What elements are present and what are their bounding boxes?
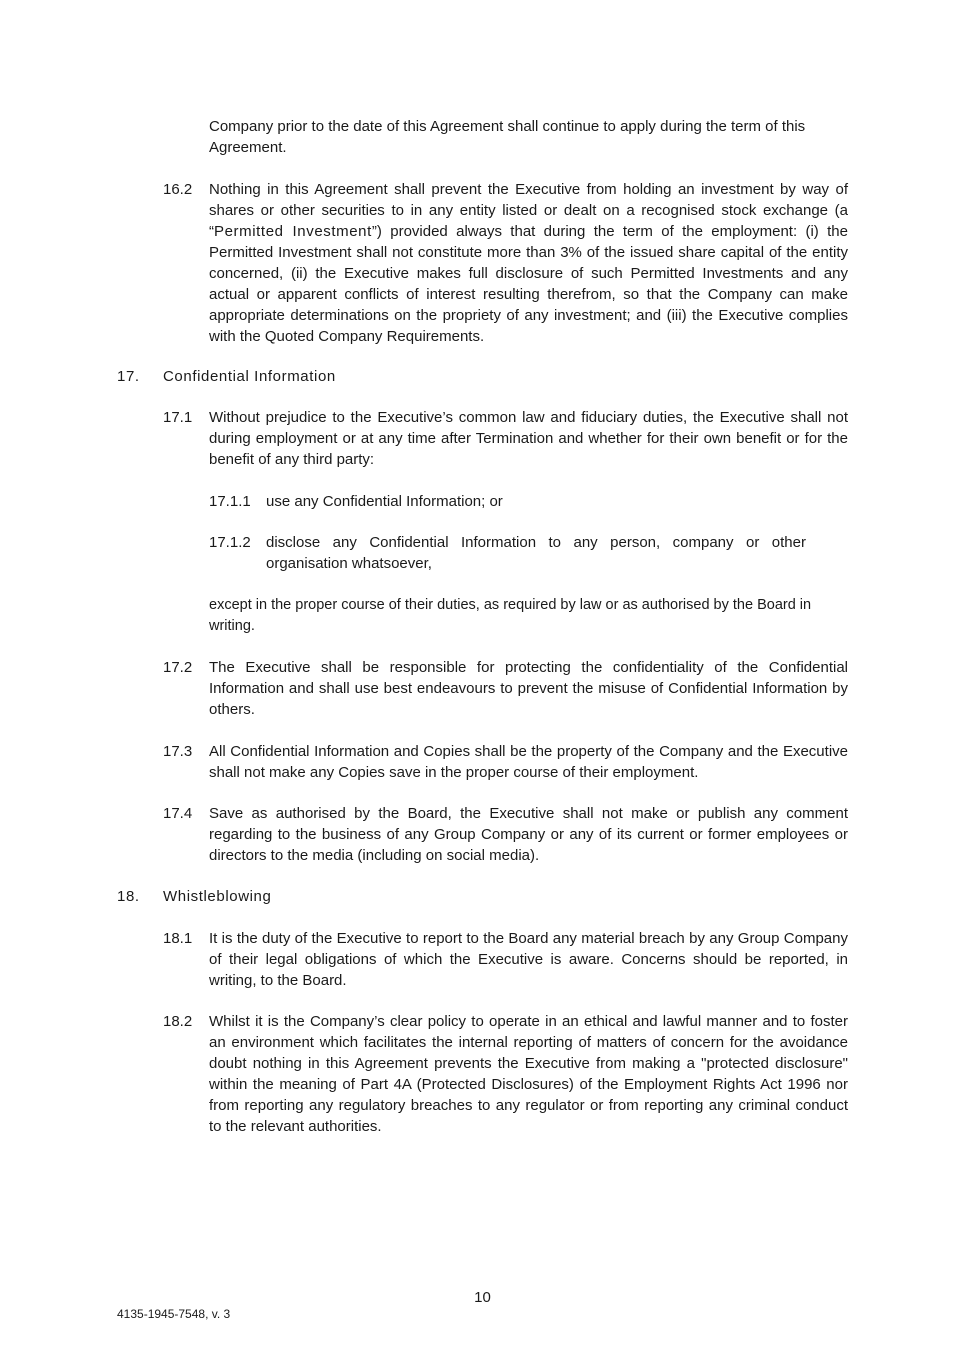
clause-number-17-3: 17.3 — [163, 743, 193, 760]
clause-number-17-1: 17.1 — [163, 409, 193, 426]
clause-16-2-text-after: ”) provided always that during the term of the employment: (i) the Permitted Investment shall not constitute more than 3% of the issued share capital of the entity concerned, (ii) the Executive makes full disclosure of such Permitted Investments and any actual or apparent conflicts of interest resulting therefrom, so that the Company can make appropriate determinations on the propriety of any investment; and (iii) the Executive complies with the Quoted Company Requirements. — [209, 223, 848, 345]
clause-17-1-2-text: disclose any Confidential Information to any person, company or other organisation whatsoever, — [266, 534, 806, 572]
clause-17-3-text: All Confidential Information and Copies shall be the property of the Company and the Executive shall not make any Copies save in the proper course of their employment. — [209, 743, 848, 781]
clause-number-16-2: 16.2 — [163, 181, 193, 198]
clause-number-18-1: 18.1 — [163, 930, 193, 947]
page-number: 10 — [474, 1289, 491, 1306]
section-title-confidential-information: Confidential Information — [163, 368, 336, 385]
clause-number-17-4: 17.4 — [163, 805, 193, 822]
clause-18-1-text: It is the duty of the Executive to report to the Board any material breach by any Group Company of their legal obligations of which the Executive is aware. Concerns should be reported, in writing, to the Board. — [209, 930, 848, 989]
section-number-17: 17. — [117, 368, 140, 385]
document-id: 4135-1945-7548, v. 3 — [117, 1307, 231, 1321]
section-title-whistleblowing: Whistleblowing — [163, 888, 272, 905]
clause-number-17-2: 17.2 — [163, 659, 193, 676]
clause-17-1-text: Without prejudice to the Executive’s common law and fiduciary duties, the Executive shall not during employment or at any time after Termination and whether for their own benefit or for the benefit of any third party: — [209, 409, 848, 468]
section-number-18: 18. — [117, 888, 140, 905]
defined-term-permitted-investment: Permitted Investment — [214, 223, 372, 240]
clause-17-1-1-text: use any Confidential Information; or — [266, 493, 503, 510]
clause-18-2-text: Whilst it is the Company’s clear policy to operate in an ethical and lawful manner and to foster an environment which facilitates the internal reporting of matters of concern for the avoidance doubt nothing in this Agreement prevents the Executive from making a "protected disclosure" within the meaning of Part 4A (Protected Disclosures) of the Employment Rights Act 1996 nor from reporting any regulatory breaches to any regulator or from reporting any criminal conduct to the relevant authorities. — [209, 1013, 848, 1135]
except-paragraph: except in the proper course of their duties, as required by law or as authorised by the Board in writing. — [209, 597, 812, 634]
clause-17-2-text: The Executive shall be responsible for protecting the confidentiality of the Confidential Information and shall use best endeavours to prevent the misuse of Confidential Information by others. — [209, 659, 848, 718]
clause-16-2-text — [209, 179, 848, 347]
clause-number-17-1-1: 17.1.1 — [209, 493, 251, 510]
clause-number-18-2: 18.2 — [163, 1013, 193, 1030]
clause-number-17-1-2: 17.1.2 — [209, 534, 251, 551]
clause-16-2-text-before: Nothing in this Agreement shall prevent the Executive from holding an investment by way of shares or other securities to in any entity listed or dealt on a recognised stock exchange (a “ — [209, 181, 848, 240]
continuation-paragraph: Company prior to the date of this Agreement shall continue to apply during the term of this Agreement. — [209, 118, 806, 156]
clause-17-4-text: Save as authorised by the Board, the Executive shall not make or publish any comment regarding to the business of any Group Company or any of its current or former employees or directors to the media (including on social media). — [209, 805, 848, 864]
